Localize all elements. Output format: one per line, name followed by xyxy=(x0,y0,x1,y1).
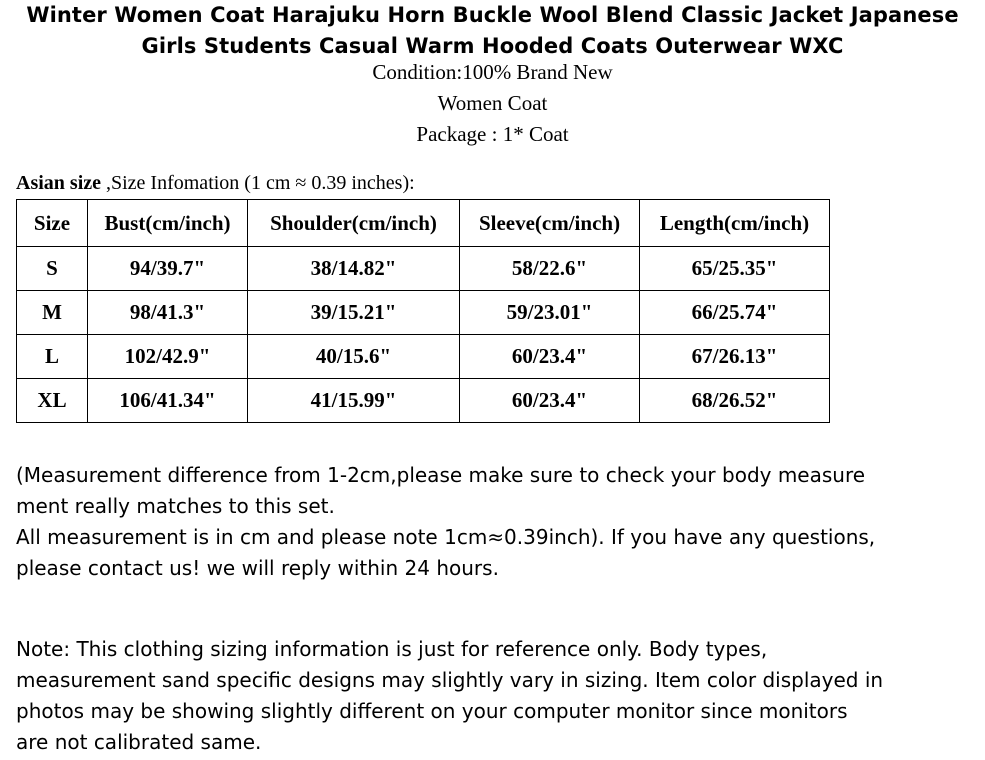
table-cell: 65/25.35" xyxy=(640,247,830,291)
table-row xyxy=(17,291,830,335)
table-cell: 106/41.34" xyxy=(88,379,248,423)
size-table-caption-rest: ,Size Infomation (1 cm ≈ 0.39 inches): xyxy=(101,172,415,194)
disclaimer-line: Note: This clothing sizing information is just for reference only. Body types, xyxy=(16,637,768,661)
size-table xyxy=(16,199,830,423)
table-cell: 41/15.99" xyxy=(248,379,460,423)
table-cell: 66/25.74" xyxy=(640,291,830,335)
product-title-line-1: Winter Women Coat Harajuku Horn Buckle Wool Blend Classic Jacket Japanese xyxy=(26,3,959,27)
measurement-note-line: All measurement is in cm and please note 1cm≈0.39inch). If you have any questions, xyxy=(16,525,876,549)
table-cell: 67/26.13" xyxy=(640,335,830,379)
table-cell: M xyxy=(17,291,88,335)
table-cell: 38/14.82" xyxy=(248,247,460,291)
size-table-header: Shoulder(cm/inch) xyxy=(248,200,460,247)
table-row xyxy=(17,379,830,423)
table-cell: 39/15.21" xyxy=(248,291,460,335)
table-cell: L xyxy=(17,335,88,379)
measurement-note-line: (Measurement difference from 1-2cm,please make sure to check your body measure xyxy=(16,463,866,487)
table-cell: 59/23.01" xyxy=(460,291,640,335)
measurement-note-line: please contact us! we will reply within 24 hours. xyxy=(16,556,499,580)
table-cell: 102/42.9" xyxy=(88,335,248,379)
measurement-note xyxy=(16,460,976,584)
package-text: Package : 1* Coat xyxy=(416,122,569,146)
table-row xyxy=(17,247,830,291)
table-cell: 68/26.52" xyxy=(640,379,830,423)
size-table-caption-bold: Asian size xyxy=(16,172,101,194)
table-cell: XL xyxy=(17,379,88,423)
table-cell: 60/23.4" xyxy=(460,335,640,379)
table-cell: 98/41.3" xyxy=(88,291,248,335)
size-table-header: Bust(cm/inch) xyxy=(88,200,248,247)
category-text: Women Coat xyxy=(437,91,548,115)
condition-text: Condition:100% Brand New xyxy=(372,60,613,84)
disclaimer-note xyxy=(16,634,976,758)
size-table-header-row xyxy=(17,200,830,247)
size-table-caption xyxy=(16,168,415,198)
table-row xyxy=(17,335,830,379)
disclaimer-line: measurement sand specific designs may slightly vary in sizing. Item color displayed in xyxy=(16,668,884,692)
product-title xyxy=(0,0,985,62)
disclaimer-line: photos may be showing slightly different on your computer monitor since monitors xyxy=(16,699,848,723)
size-table-header: Size xyxy=(17,200,88,247)
size-table-header: Length(cm/inch) xyxy=(640,200,830,247)
table-cell: 40/15.6" xyxy=(248,335,460,379)
table-cell: 60/23.4" xyxy=(460,379,640,423)
disclaimer-line: are not calibrated same. xyxy=(16,730,262,754)
size-table-header: Sleeve(cm/inch) xyxy=(460,200,640,247)
table-cell: S xyxy=(17,247,88,291)
measurement-note-line: ment really matches to this set. xyxy=(16,494,335,518)
table-cell: 58/22.6" xyxy=(460,247,640,291)
product-title-line-2: Girls Students Casual Warm Hooded Coats Outerwear WXC xyxy=(141,34,844,58)
table-cell: 94/39.7" xyxy=(88,247,248,291)
